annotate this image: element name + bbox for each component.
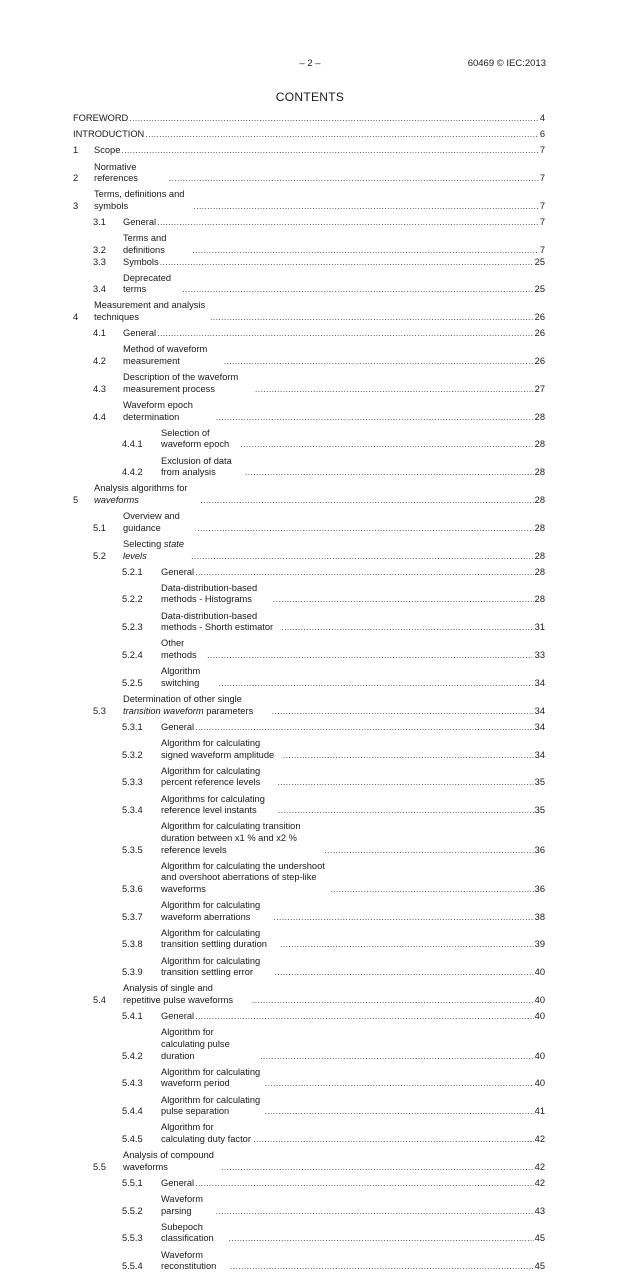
toc-entry-page: 7 [539, 217, 545, 228]
toc-entry-number: 4.2 [93, 356, 106, 367]
toc-dot-leader [260, 1051, 534, 1063]
toc-dot-leader [224, 356, 534, 368]
toc-dot-leader [215, 1206, 533, 1218]
toc-entry-page: 6 [539, 129, 545, 140]
toc-entry-page: 33 [534, 650, 545, 661]
toc-entry-number: 4.3 [93, 383, 106, 394]
toc-dot-leader [129, 113, 539, 125]
toc-entry-number: 5.2.1 [122, 566, 143, 577]
toc-entry[interactable] [73, 344, 545, 367]
toc-entry-title: Algorithm for calculating duty factor [161, 1122, 251, 1144]
toc-entry-page: 43 [534, 1205, 545, 1216]
toc-entry-page: 34 [534, 677, 545, 688]
toc-entry[interactable] [73, 766, 545, 789]
toc-entry-title: Selecting state levels [123, 538, 184, 561]
toc-entry-page: 25 [534, 284, 545, 295]
toc-dot-leader [157, 328, 534, 340]
toc-entry-title-italic: state levels [123, 538, 184, 561]
toc-entry[interactable] [73, 328, 545, 340]
toc-entry-title: Waveform reconstitution [161, 1249, 217, 1272]
toc-entry-number: 4 [73, 312, 79, 323]
toc-entry-page: 42 [534, 1177, 545, 1188]
toc-entry-number: 4.1 [93, 328, 106, 339]
toc-entry-number: 5.5.2 [122, 1205, 143, 1216]
toc-dot-leader [230, 1261, 534, 1273]
toc-entry-title: Exclusion of data from analysis [161, 455, 232, 478]
toc-entry[interactable] [73, 372, 545, 395]
toc-entry-title: Measurement and analysis techniques [94, 300, 206, 323]
toc-entry-page: 36 [534, 844, 545, 855]
toc-entry-number: 5.3.3 [122, 777, 143, 788]
toc-entry[interactable] [73, 1222, 545, 1245]
toc-dot-leader [207, 650, 534, 662]
toc-entry-number: 5.3.5 [122, 844, 143, 855]
toc-dot-leader [253, 1134, 533, 1146]
toc-entry-title-italic: waveforms [94, 494, 139, 505]
toc-entry-page: 34 [534, 749, 545, 760]
toc-entry-number: 5.4.5 [122, 1133, 143, 1144]
toc-entry-title: General [161, 721, 195, 732]
toc-entry-number: 5.3.7 [122, 911, 143, 922]
toc-dot-leader [121, 145, 538, 157]
toc-entry-title: Data-distribution-based methods - Shorth estimator [161, 610, 274, 633]
toc-entry-number: 4.4 [93, 411, 106, 422]
toc-dot-leader [200, 495, 533, 507]
toc-dot-leader [265, 1078, 534, 1090]
toc-dot-leader [192, 245, 539, 257]
toc-entry-title: Analysis of compound waveforms [123, 1150, 214, 1172]
toc-entry[interactable] [73, 861, 545, 896]
toc-entry-title: Algorithm for calculating waveform period [161, 1066, 261, 1089]
page-header [0, 58, 620, 74]
toc-entry[interactable] [73, 456, 545, 479]
toc-entry-title: General [161, 566, 195, 577]
toc-dot-leader [219, 678, 534, 690]
toc-entry-page: 41 [534, 1106, 545, 1117]
toc-entry-page: 36 [534, 883, 545, 894]
toc-entry-title: General [161, 1011, 195, 1022]
toc-entry-number: 3.4 [93, 284, 106, 295]
toc-entry[interactable] [73, 1150, 545, 1173]
toc-entry-number: 5.5.3 [122, 1233, 143, 1244]
toc-entry-title: Terms and definitions [123, 233, 167, 255]
toc-entry-title: Algorithm for calculating transition settling error [161, 955, 261, 978]
toc-entry-page: 42 [534, 1161, 545, 1172]
toc-dot-leader [221, 1162, 534, 1174]
toc-dot-leader [272, 706, 534, 718]
toc-dot-leader [280, 939, 534, 951]
toc-entry-title: Algorithm switching [161, 666, 201, 688]
toc-entry[interactable] [73, 113, 545, 125]
toc-entry-title: General [161, 1177, 195, 1188]
toc-entry-page: 28 [534, 467, 545, 478]
toc-dot-leader [278, 805, 534, 817]
toc-entry-title: Other methods [161, 638, 197, 661]
toc-entry-number: 3.2 [93, 244, 106, 255]
toc-entry-page: 31 [534, 622, 545, 633]
toc-entry-title: Algorithm for calculating signed waveform amplitude [161, 737, 275, 760]
toc-entry-title-italic: transition waveform [123, 705, 204, 716]
toc-dot-leader [195, 567, 534, 579]
toc-entry-title: FOREWORD [73, 113, 129, 123]
toc-entry-title: Terms, definitions and symbols [94, 189, 185, 211]
toc-entry[interactable] [73, 129, 545, 141]
toc-entry[interactable] [73, 1178, 545, 1190]
toc-dot-leader [216, 412, 534, 424]
toc-entry-page: 40 [534, 1011, 545, 1022]
toc-entry-number: 1 [73, 145, 79, 156]
toc-entry-title: Algorithms for calculating reference level instants [161, 793, 265, 816]
toc-entry-page: 7 [539, 145, 545, 156]
toc-entry[interactable] [73, 539, 545, 562]
toc-dot-leader [324, 845, 533, 857]
toc-entry-page: 34 [534, 721, 545, 732]
toc-entry[interactable] [73, 189, 545, 212]
toc-entry-page: 35 [534, 777, 545, 788]
toc-entry-number: 4.4.1 [122, 439, 143, 450]
toc-entry-number: 5.4.2 [122, 1050, 143, 1061]
toc-entry[interactable] [73, 666, 545, 689]
toc-entry-title: Algorithm for calculating waveform aberrations [161, 900, 261, 922]
standard-id: 60469 © IEC:2013 [467, 58, 546, 69]
toc-entry-number: 5.3.8 [122, 939, 143, 950]
toc-entry[interactable] [73, 1122, 545, 1145]
contents-heading: CONTENTS [275, 90, 345, 104]
toc-entry[interactable] [73, 638, 545, 661]
toc-entry[interactable] [73, 567, 545, 579]
toc-entry-page: 28 [534, 566, 545, 577]
toc-entry-page: 35 [534, 805, 545, 816]
toc-entry-page: 26 [534, 328, 545, 339]
toc-dot-leader [273, 912, 533, 924]
toc-dot-leader [252, 995, 534, 1007]
toc-entry-page: 26 [534, 356, 545, 367]
toc-entry-title: Deprecated terms [123, 272, 172, 295]
toc-entry-number: 5.3.4 [122, 805, 143, 816]
toc-entry[interactable] [73, 983, 545, 1006]
toc-entry-page: 40 [534, 1078, 545, 1089]
toc-entry[interactable] [73, 694, 545, 717]
toc-dot-leader [195, 722, 534, 734]
toc-entry[interactable] [73, 1067, 545, 1090]
toc-entry-title: Algorithm for calculating transition settling duration [161, 927, 267, 950]
toc-entry-title: Analysis of single and repetitive pulse waveforms [123, 983, 234, 1005]
toc-entry-title: Data-distribution-based methods - Histograms [161, 582, 258, 605]
toc-entry-number: 5.3 [93, 705, 106, 716]
toc-entry[interactable] [73, 217, 545, 229]
toc-dot-leader [160, 257, 534, 269]
toc-entry-number: 5.5.4 [122, 1261, 143, 1272]
toc-entry-page: 7 [539, 244, 545, 255]
toc-entry-page: 28 [534, 494, 545, 505]
toc-entry-number: 5.2.5 [122, 677, 143, 688]
toc-entry-number: 3.1 [93, 217, 106, 228]
toc-entry[interactable] [73, 162, 545, 185]
toc-entry-number: 5.2 [93, 550, 106, 561]
toc-entry-title: Analysis algorithms for waveforms [94, 483, 188, 505]
toc-entry[interactable] [73, 257, 545, 269]
toc-entry-title: Waveform parsing [161, 1194, 204, 1216]
toc-entry-page: 7 [539, 200, 545, 211]
toc-entry-page: 26 [534, 312, 545, 323]
toc-entry-title: General [123, 328, 157, 339]
toc-entry-number: 5.4.4 [122, 1106, 143, 1117]
toc-entry-title: Overview and guidance [123, 511, 180, 533]
toc-entry-page: 34 [534, 705, 545, 716]
toc-entry-number: 5.4.1 [122, 1011, 143, 1022]
toc-entry[interactable] [73, 928, 545, 951]
toc-entry-number: 5.4 [93, 995, 106, 1005]
toc-dot-leader [157, 217, 539, 229]
toc-entry-page: 28 [534, 439, 545, 450]
toc-entry-number: 4.4.2 [122, 467, 143, 478]
toc-entry-number: 5.3.9 [122, 967, 143, 978]
toc-entry-page: 25 [534, 256, 545, 267]
toc-entry-title: Algorithm for calculating percent reference levels [161, 765, 261, 788]
toc-entry-page: 28 [534, 550, 545, 561]
toc-entry-number: 5.1 [93, 522, 106, 533]
toc-entry-title: Selection of waveform epoch [161, 427, 230, 450]
toc-dot-leader [330, 884, 533, 896]
toc-entry-title: Subepoch classification [161, 1221, 214, 1244]
toc-entry-page: 4 [539, 113, 545, 123]
toc-entry-title: General [123, 217, 157, 228]
toc-dot-leader [169, 173, 539, 185]
toc-entry-number: 5.2.4 [122, 650, 143, 661]
toc-entry-title: Symbols [123, 256, 159, 267]
toc-dot-leader [274, 967, 533, 979]
toc-dot-leader [197, 523, 533, 535]
toc-entry-title: Algorithm for calculating the undershoot and overshoot aberrations of step-like waveforms [161, 860, 325, 894]
toc-entry[interactable] [73, 583, 545, 606]
toc-entry-title: INTRODUCTION [73, 129, 145, 140]
toc-entry-page: 40 [534, 1050, 545, 1061]
toc-entry-number: 5.3.2 [122, 749, 143, 760]
toc-entry[interactable] [73, 400, 545, 423]
toc-dot-leader [195, 1178, 534, 1190]
toc-dot-leader [255, 384, 534, 396]
toc-entry[interactable] [73, 483, 545, 506]
toc-entry-number: 5.5.1 [122, 1177, 143, 1188]
toc-entry-number: 3.3 [93, 256, 106, 267]
toc-entry-title: Description of the waveform measurement process [123, 372, 239, 394]
toc-dot-leader [240, 439, 533, 451]
toc-entry[interactable] [73, 821, 545, 856]
toc-entry-page: 7 [539, 173, 545, 184]
toc-entry-number: 3 [73, 200, 79, 211]
toc-entry-number: 5.5 [93, 1161, 106, 1172]
toc-entry-number: 5.3.6 [122, 883, 143, 894]
toc-entry[interactable] [73, 611, 545, 634]
toc-entry-page: 38 [534, 911, 545, 922]
toc-entry[interactable] [73, 300, 545, 323]
toc-entry[interactable] [73, 956, 545, 979]
toc-entry-page: 45 [534, 1233, 545, 1244]
toc-entry-number: 5.2.2 [122, 594, 143, 605]
toc-entry-title: Waveform epoch determination [123, 400, 193, 422]
toc-entry[interactable] [73, 1011, 545, 1023]
toc-entry-page: 28 [534, 594, 545, 605]
toc-entry[interactable] [73, 145, 545, 157]
toc-entry[interactable] [73, 794, 545, 817]
toc-entry-number: 2 [73, 173, 79, 184]
toc-dot-leader [191, 551, 534, 563]
table-of-contents [73, 113, 545, 1273]
toc-entry[interactable] [73, 722, 545, 734]
toc-dot-leader [277, 777, 533, 789]
toc-entry-title: Method of waveform measurement [123, 344, 208, 367]
toc-dot-leader [195, 1011, 534, 1023]
toc-dot-leader [182, 284, 534, 296]
toc-entry[interactable] [73, 273, 545, 296]
toc-entry-number: 5.2.3 [122, 622, 143, 633]
toc-entry-title: Algorithm for calculating transition duration between x1 % and x2 % reference levels [161, 821, 301, 855]
toc-entry[interactable] [73, 1027, 545, 1062]
toc-dot-leader [264, 1106, 533, 1118]
toc-entry-page: 40 [534, 995, 545, 1005]
toc-entry[interactable] [73, 1095, 545, 1118]
toc-entry[interactable] [73, 428, 545, 451]
toc-entry-page: 45 [534, 1261, 545, 1272]
toc-entry[interactable] [73, 511, 545, 534]
toc-dot-leader [193, 201, 539, 213]
toc-dot-leader [273, 594, 534, 606]
toc-entry-page: 28 [534, 411, 545, 422]
toc-entry-page: 27 [534, 383, 545, 394]
toc-entry-page: 39 [534, 939, 545, 950]
toc-entry[interactable] [73, 1250, 545, 1273]
toc-entry-title: Determination of other single transition waveform parameters [123, 694, 254, 716]
toc-dot-leader [283, 750, 534, 762]
toc-entry-number: 5.4.3 [122, 1078, 143, 1089]
toc-entry[interactable] [73, 233, 545, 256]
toc-dot-leader [210, 312, 534, 324]
toc-entry-title: Algorithm for calculating pulse separation [161, 1094, 261, 1117]
toc-entry[interactable] [73, 900, 545, 923]
toc-entry-page: 40 [534, 967, 545, 978]
toc-entry[interactable] [73, 738, 545, 761]
toc-entry-title: Algorithm for calculating pulse duration [161, 1027, 230, 1061]
toc-entry-page: 28 [534, 522, 545, 533]
toc-entry-title: Scope [94, 145, 121, 156]
toc-entry[interactable] [73, 1194, 545, 1217]
toc-entry-title: Normative references [94, 161, 138, 184]
toc-entry-page: 42 [534, 1133, 545, 1144]
toc-dot-leader [281, 622, 533, 634]
toc-dot-leader [228, 1233, 533, 1245]
toc-entry-number: 5 [73, 494, 79, 505]
page-number: – 2 – [299, 58, 321, 69]
toc-dot-leader [145, 129, 539, 141]
toc-dot-leader [245, 467, 534, 479]
toc-entry-number: 5.3.1 [122, 721, 143, 732]
